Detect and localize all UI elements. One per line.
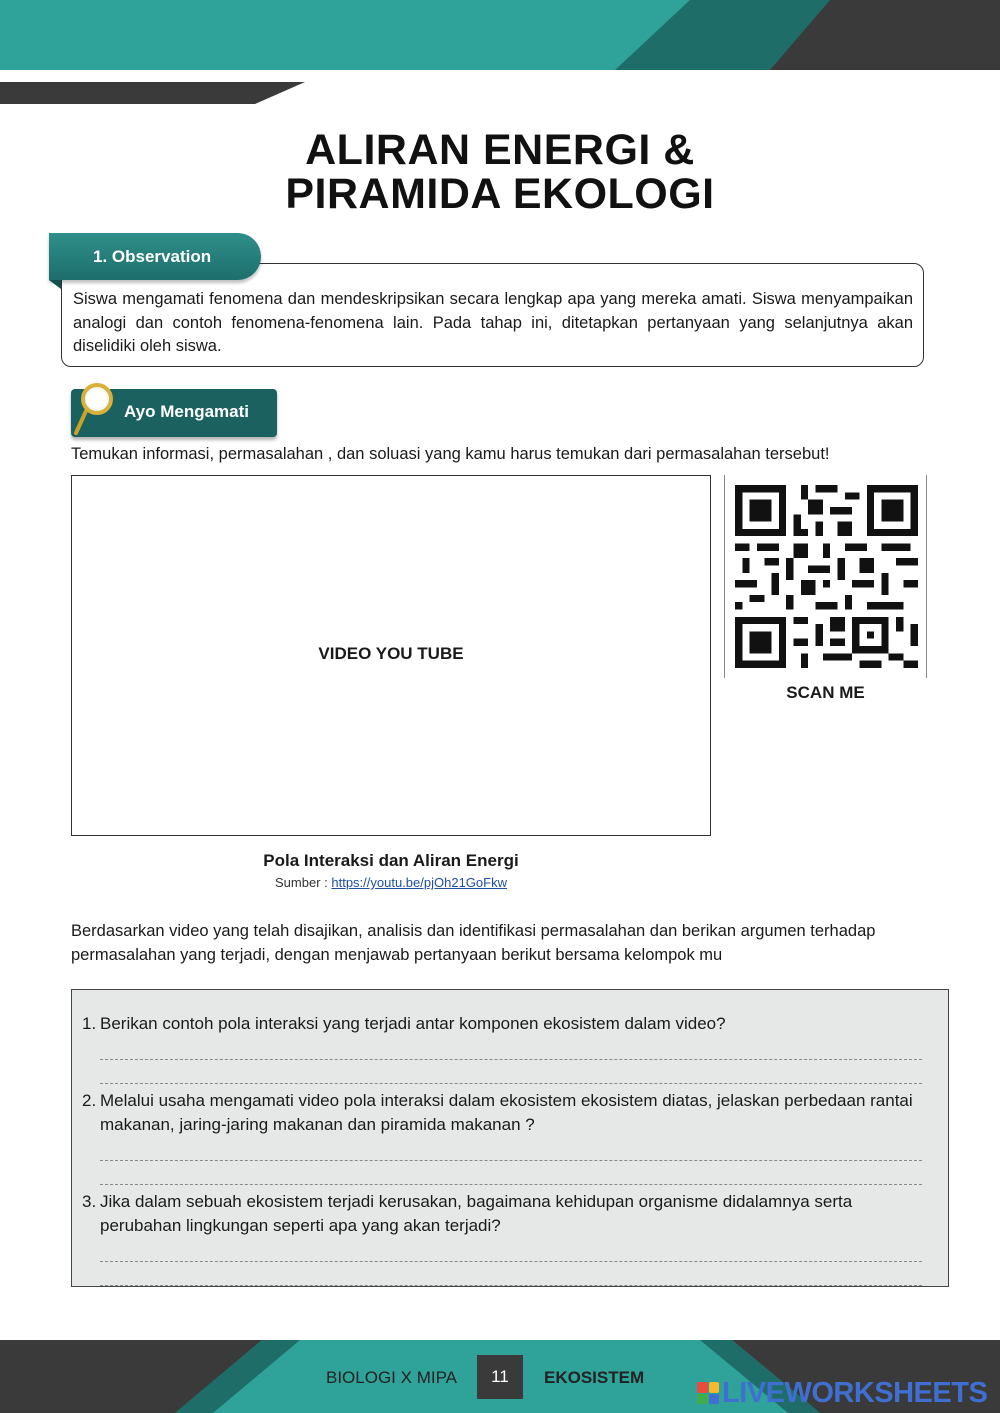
analysis-text: Berdasarkan video yang telah disajikan, analisis dan identifikasi permasalahan dan berikan argumen terhadap permasalahan yang terjadi, dengan menjawab pertanyaan berikut bersama kelompok mu <box>71 922 876 964</box>
title-line-2: PIRAMIDA EKOLOGI <box>285 170 715 218</box>
answer-line[interactable] <box>100 1238 922 1262</box>
observation-tab-label: 1. Observation <box>93 247 212 266</box>
source-link[interactable]: https://youtu.be/pjOh21GoFkw <box>331 875 507 890</box>
question-1 <box>82 1012 922 1036</box>
qr-code <box>724 475 927 678</box>
qr-code-icon <box>735 485 918 668</box>
question-number: 2. <box>82 1091 97 1110</box>
caption-title: Pola Interaksi dan Aliran Energi <box>263 851 519 870</box>
questions-box <box>71 989 949 1287</box>
liveworksheets-badge-icon <box>697 1382 719 1404</box>
header-decoration <box>0 0 1000 110</box>
page-title <box>0 128 1000 216</box>
magnifier-icon <box>70 381 120 437</box>
ayo-mengamati-label: Ayo Mengamati <box>124 402 250 421</box>
question-3 <box>82 1190 922 1238</box>
footer-subject: BIOLOGI X MIPA <box>326 1368 457 1387</box>
title-line-1: ALIRAN ENERGI & <box>305 126 695 174</box>
source-prefix: Sumber : <box>275 875 332 890</box>
instruction-text: Temukan informasi, permasalahan , dan soluasi yang kamu harus temukan dari permasalahan tersebut! <box>71 445 830 463</box>
scan-me-label: SCAN ME <box>786 683 865 702</box>
question-text: Melalui usaha mengamati video pola interaksi dalam ekosistem ekosistem diatas, jelaskan perbedaan rantai makanan, jaring-jaring makanan dan piramida makanan ? <box>100 1091 913 1134</box>
video-player[interactable] <box>71 475 711 836</box>
question-2 <box>82 1089 922 1137</box>
page-number: 11 <box>477 1355 523 1399</box>
answer-line[interactable] <box>100 1036 922 1060</box>
answer-line[interactable] <box>100 1137 922 1161</box>
liveworksheets-text: LIVEWORKSHEETS <box>722 1376 988 1409</box>
question-number: 3. <box>82 1192 97 1211</box>
question-text: Berikan contoh pola interaksi yang terjadi antar komponen ekosistem dalam video? <box>100 1014 726 1033</box>
observation-description: Siswa mengamati fenomena dan mendeskripsikan secara lengkap apa yang mereka amati. Siswa menyampaikan analogi dan contoh fenomena-fenomena lain. Pada tahap ini, ditetapkan pertanyaan yang selanjutnya akan diselidiki oleh siswa. <box>73 290 913 355</box>
liveworksheets-logo <box>697 1378 987 1408</box>
question-number: 1. <box>82 1014 97 1033</box>
answer-line[interactable] <box>100 1262 922 1286</box>
footer-chapter: EKOSISTEM <box>544 1368 645 1387</box>
caption-source <box>71 873 711 893</box>
video-caption <box>71 849 711 893</box>
answer-line[interactable] <box>100 1060 922 1084</box>
answer-line[interactable] <box>100 1161 922 1185</box>
video-label: VIDEO YOU TUBE <box>318 644 464 663</box>
observation-tab <box>49 233 261 280</box>
question-text: Jika dalam sebuah ekosistem terjadi kerusakan, bagaimana kehidupan organisme didalamnya serta perubahan lingkungan seperti apa yang akan terjadi? <box>100 1192 853 1235</box>
